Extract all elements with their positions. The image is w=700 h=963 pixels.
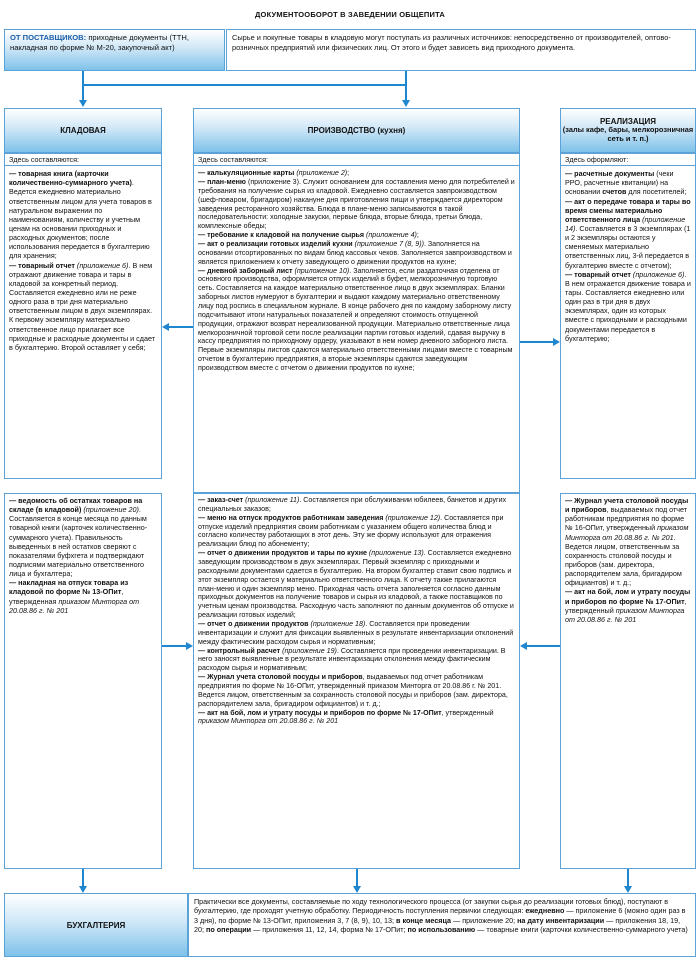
list-item: — акт о передаче товара и тары во время смены материально ответственного лица (приложение 14). Составляется в 3 экземплярах (1 и 2 экземпляры остаются у сменяемых материально ответственных лиц, 3-й передается в бухгалтерию вместе с отчетом); [565, 196, 691, 270]
list-item: — требование к кладовой на получение сырья (приложение 4); [198, 231, 419, 240]
list-item: — дневной заборный лист (приложение 10). Заполняется, если раздаточная отделена от основного производства, оформляется отпуск изделий в буфет, мелкорозничную торговую сеть. Составляется на каждое материально ответственное лицо в двух экземплярах. Бланки заборных листов нумеруют в бухгалтерии и выдают каждому материально ответственному лицу под роспись в специальном журнале. В конце рабочего дня по каждому заборному листу подсчитывают итоги натуральных показателей и определяют стоимость отпущенной продукции, отражают возврат нереализованной продукции. Материально ответственные лица мелкорозничной торговой сети после реализации партии готовых изделий, сдавая выручку в кассу предприятия по приходному ордеру, указывают в нем номер дневного заборного листа. Первые экземпляры листов сдаются материально ответственными лицами вместе с товарным отчетом в бухгалтерию предприятия, а вторые экземпляры сдаются заведующим производством вместе с отчетом о движении продуктов по кухне; [198, 266, 513, 373]
sales-header: РЕАЛИЗАЦИЯ (залы кафе, бары, мелкорозничная сеть и т. п.) [560, 108, 696, 153]
list-item: — калькуляционные карты (приложение 2); [198, 169, 350, 178]
sales-intro: Здесь оформляют: [561, 154, 695, 166]
production-top-box [193, 153, 520, 493]
list-item: — Журнал учета столовой посуды и приборов, выдаваемых под отчет работникам предприятия по форме № 16-ОПит, утвержденный приказом Минторга от 20.08.86 г. № 201. Ведется лицом, ответственным за сохранность столовой посуды и приборов (зам. директора, распорядителем зала, бригадиром официантов) и т. д.; [198, 673, 508, 708]
list-item: — план-меню (приложение 3). Служит основанием для составления меню для потребителей и требования на получение сырья из кладовой. Ежедневно составляется завпроизводством (шеф-поваром, бригадиром) накануне дня приготовления пищи и утверждается директором заведения ресторанного хозяйства. Блюда в плане-меню записываются в такой последовательности: холодные закуски, первые блюда, вторые блюда, третьи блюда, комплексные обеды; [198, 178, 515, 231]
connector-line [162, 645, 186, 647]
arrow-down-icon [79, 886, 87, 893]
diagram-title: ДОКУМЕНТООБОРОТ В ЗАВЕДЕНИИ ОБЩЕПИТА [255, 10, 445, 19]
arrow-left-icon [162, 323, 169, 331]
production-intro: Здесь составляются: [194, 154, 519, 166]
arrow-down-icon [402, 100, 410, 107]
storage-top-box [4, 153, 162, 479]
list-item: — акт на бой, лом и утрату посуды и приборов по форме № 17-ОПит, утвержденный приказом Минторга от 20.08.86 г. № 201 [198, 708, 494, 726]
list-item: — ведомость об остатках товаров на складе (в кладовой) (приложение 20). Составляется в конце месяца по данным товарной книги (карточек количественно-суммарного учета). Правильность выведенных в ней остатков сверяют с показателями буфхгета и подтверждают подписями материально ответственного лица и бухгалтера; [9, 496, 148, 579]
connector-line [356, 869, 358, 887]
arrow-down-icon [79, 100, 87, 107]
connector-line [527, 645, 560, 647]
production-bottom-box [193, 493, 520, 869]
list-item: — акт на бой, лом и утрату посуды и приборов по форме № 17-ОПит, утвержденный приказом Минторга от 20.08.86 г. № 201 [565, 587, 691, 624]
connector-line [82, 869, 84, 887]
list-item: — Журнал учета столовой посуды и приборов, выдаваемых под отчет работникам предприятия по форме № 16-ОПит, утвержденный приказом Минторга от 20.08.86 г. № 201. Ведется лицом, ответственным за сохранность столовой посуды и приборов (зам. директора, распорядителем зала, бригадиром официантов) и т. д.; [565, 496, 689, 588]
storage-bottom-box [4, 493, 162, 869]
suppliers-note: Сырье и покупные товары в кладовую могут поступать из различных источников: непосредственно от производителей, оптово-розничных предприятий или физических лиц. От этого и будет зависеть вид приходного документа. [226, 29, 696, 71]
arrow-down-icon [353, 886, 361, 893]
list-item: — накладная на отпуск товара из кладовой по форме № 13-ОПит, утвержденная приказом Минторга от 20.08.86 г. № 201 [9, 578, 140, 615]
list-item: — товарная книга (карточки количественно-суммарного учета). Ведется ежедневно материально ответственным лицом для учета товаров в натуральном выражении по наименованиям, количеству и учетным ценам на основании приходных и расходных документов; после использования передается в бухгалтерию для хранения; [9, 169, 152, 261]
sales-top-box [560, 153, 696, 479]
list-item: — акт о реализации готовых изделий кухни (приложение 7 (8, 9)). Заполняется на основании отсортированных по видам блюд кассовых чеков. Заполняется завпроизводством и является приложением к отчету заведующего о движении продуктов на кухне; [198, 240, 512, 266]
connector-line [627, 869, 629, 887]
sales-bottom-box [560, 493, 696, 869]
list-item: — отчет о движении продуктов и тары по кухне (приложение 13). Составляется ежедневно заведующим производством в двух экземплярах. Первый экземпляр с приходными и расходными документами сдается в бухгалтерию. На втором бухгалтер ставит свою подпись и этот экземпляр остается у материально ответственного лица. К отчету также прилагаются план-меню и один экземпляр меню. Приходная часть отчета заполняется согласно данным приходных документов на получение товаров и сырья из кладовой, а также поставщиков по учетным ценам производства. Расходную часть заполняют по данным документов об отпуске и реализации готовых изделий; [198, 549, 514, 620]
list-item: — контрольный расчет (приложение 19). Составляется при проведении инвентаризации. В него заносят выявленные в результате инвентаризации отклонения между фактическим расходом сырья и нормативным; [198, 646, 506, 673]
suppliers-label: ОТ ПОСТАВЩИКОВ: [10, 33, 87, 42]
storage-intro: Здесь составляются: [5, 154, 161, 166]
production-header: ПРОИЗВОДСТВО (кухня) [193, 108, 520, 153]
suppliers-box [4, 29, 225, 71]
suppliers-text: приходные документы (ТТН, накладная по форме № М-20, закупочный акт) [10, 33, 189, 52]
list-item: — заказ-счет (приложение 11). Составляется при обслуживании юбилеев, банкетов и других специальных заказов; [198, 496, 507, 513]
list-item: — отчет о движении продуктов (приложение 18). Составляется при проведении инвентаризации и служит для фиксации выявленных в результате инвентаризации отклонений между фактическим расходом сырья и нормативным; [198, 620, 514, 646]
arrow-right-icon [553, 338, 560, 346]
connector-line [168, 326, 193, 328]
connector-line [82, 71, 84, 101]
arrow-right-icon [186, 642, 193, 650]
list-item: — товарный отчет (приложение 6). В нем отражают движение товара и тары в кладовой за конкретный период. Составляется ежедневно или не реже одного раза в три дня материально ответственным лицом в двух экземплярах. К первому экземпляру материально ответственное лицо прилагает все приходные и расходные документы и сдает в бухгалтерию. Второй оставляет у себя; [9, 260, 155, 352]
storage-header: КЛАДОВАЯ [4, 108, 162, 153]
connector-line [82, 84, 407, 86]
accounting-header: БУХГАЛТЕРИЯ [4, 893, 188, 957]
list-item: — меню на отпуск продуктов работникам заведения (приложение 12). Составляется при отпуске изделий предприятия своим работникам с указанием общего количества блюд и согласно количеству работающих в этот день. Эту же форму используют для отражения реализации блюд по абонементу; [198, 513, 504, 549]
list-item: — расчетные документы (чеки РРО, расчетные квитанции) на основании счетов для посетителей; [565, 169, 687, 197]
connector-line [520, 341, 553, 343]
arrow-left-icon [520, 642, 527, 650]
accounting-box: Практически все документы, составляемые по ходу технологического процесса (от закупки сырья до реализации готовых блюд), поступают в бухгалтерию, где проходят учетную обработку. Периодичность поступления первички следующая: ежедневно — приложение 6 (можно один раз в 3 дня), по форме № 13-ОПит, приложения 3, 7 (8, 9), 10, 13; в конце месяца — приложение 20; на дату инвентаризации — приложения 18, 19, 20; по операции — приложения 11, 12, 14, форма № 17-ОПит; по использованию — товарные книги (карточки количественно-суммарного учета) [188, 893, 696, 957]
connector-line [405, 71, 407, 101]
arrow-down-icon [624, 886, 632, 893]
list-item: — товарный отчет (приложение 6). В нем отражается движение товара и тары. Составляется ежедневно или один раз в три дня в двух экземплярах, один из которых вместе с приходными и расходными документами передается в бухгалтерию; [565, 269, 691, 343]
